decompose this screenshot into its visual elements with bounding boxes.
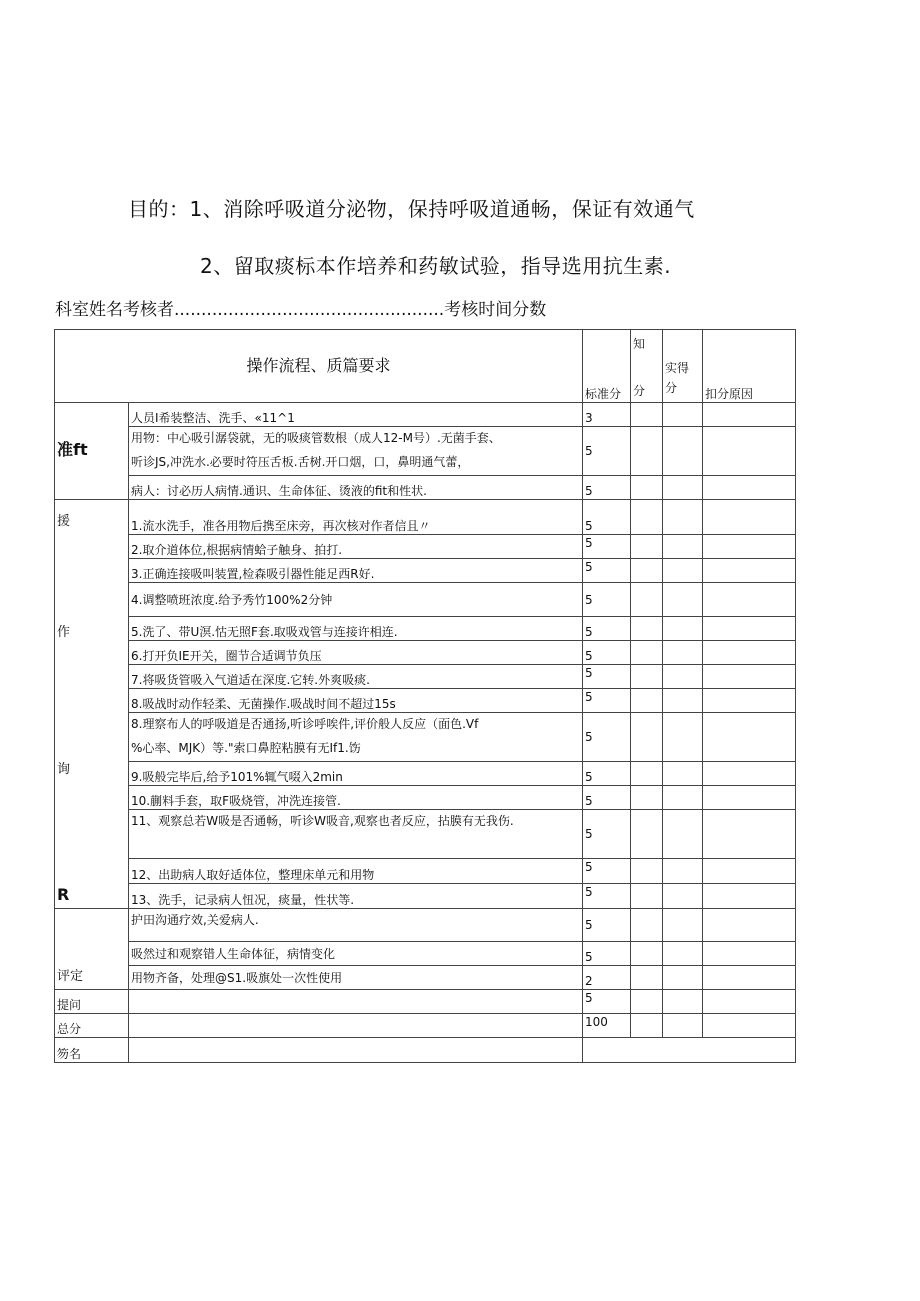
header-zhi-bottom: 分	[633, 384, 646, 398]
section-total-label: 总分	[55, 1014, 129, 1038]
table-row	[55, 909, 796, 942]
score-cell: 5	[583, 859, 631, 884]
score-cell: 5	[583, 476, 631, 500]
header-actual-score	[663, 330, 703, 403]
total-score-cell: 100	[583, 1014, 631, 1038]
table-row	[55, 1038, 796, 1063]
item-text-line-1: 用物：中心吸引潺袋就，无的吸痰管数根（成人12-M号）.无菌手套、	[131, 431, 501, 445]
item-text: 病人：讨必历人病情.通识、生命体征、烫液的fit和性状.	[129, 476, 583, 500]
item-text: 2.取介道体位,根据病情蛤子触身、拍打.	[129, 535, 583, 559]
item-text-line-2: %心率、MJK）等."索口鼻腔粘膜有无If1.饬	[131, 741, 361, 755]
item-text: 8.吸战时动作轻柔、无菌操作.吸战时间不超过15s	[129, 689, 583, 713]
score-cell: 5	[583, 535, 631, 559]
header-zhi-top: 知	[633, 337, 646, 351]
item-text: 4.调整喷班浓度.给予秀竹100%2分钟	[129, 583, 583, 617]
section-evaluation-label: 评定	[55, 966, 129, 990]
item-text: 护田沟通疗效,关爱病人.	[129, 909, 583, 942]
score-cell: 5	[583, 583, 631, 617]
table-row	[55, 966, 796, 990]
score-cell: 5	[583, 762, 631, 786]
score-cell: 5	[583, 786, 631, 810]
section-prep-label: 准ft	[57, 440, 88, 459]
score-cell: 5	[583, 500, 631, 535]
header-actual-bottom: 分	[665, 381, 678, 395]
item-text: 11、观察总若W吸是否通畅，听诊W吸音,观察也者反应，拈膜有无我伤.	[129, 810, 583, 859]
header-standard-score: 标准分	[583, 330, 631, 403]
item-text: 7.将吸货管吸入气道适在深度.它转.外爽吸痰.	[129, 665, 583, 689]
header-actual-top: 实得	[665, 361, 690, 375]
section-op-label-4-cell	[55, 884, 129, 909]
table-row	[55, 990, 796, 1014]
section-prep-label-cell	[55, 427, 129, 476]
table-row	[55, 500, 796, 535]
table-row	[55, 617, 796, 641]
table-row	[55, 476, 796, 500]
score-cell: 5	[583, 689, 631, 713]
header-zhi	[631, 330, 663, 403]
score-cell: 5	[583, 942, 631, 966]
table-row	[55, 810, 796, 859]
item-text: 12、出助病人取好适体位，整理床单元和用物	[129, 859, 583, 884]
table-row	[55, 762, 796, 786]
section-question-label: 提问	[55, 990, 129, 1014]
table-row	[55, 942, 796, 966]
assessment-table	[54, 329, 796, 1063]
item-text: 用物齐备，处理@S1.吸旗处一次性使用	[129, 966, 583, 990]
score-cell: 5	[583, 559, 631, 583]
purpose-line-2: 2、留取痰标本作培养和药敏试验，指导选用抗生素.	[200, 254, 672, 278]
item-text: 9.吸般完毕后,给予101%辄气啜入2min	[129, 762, 583, 786]
purpose-line-1: 目的：1、消除呼吸道分泌物，保持呼吸道通畅，保证有效通气	[128, 197, 695, 221]
table-row	[55, 641, 796, 665]
table-row	[55, 786, 796, 810]
section-prep-cell	[55, 403, 129, 427]
item-text: 13、洗手，记录病人忸况，痰量，性状等.	[129, 884, 583, 909]
header-deduction-reason: 扣分原因	[703, 330, 796, 403]
score-cell: 5	[583, 617, 631, 641]
score-cell: 5	[583, 990, 631, 1014]
item-text-line-2: 听诊JS,冲洗水.必要时符压舌板.舌树.开口烟，口，鼻明通气蕾，	[131, 455, 470, 469]
table-row	[55, 689, 796, 713]
item-text: 6.打开负IE开关，圈节合适调节负压	[129, 641, 583, 665]
section-op-label-4: R	[57, 884, 70, 904]
score-cell: 5	[583, 909, 631, 942]
table-row	[55, 1014, 796, 1038]
item-text: 吸然过和观察错人生命体征，病情变化	[129, 942, 583, 966]
table-row	[55, 535, 796, 559]
item-text: 10.蒯料手套，取F吸烧管，冲洗连接管.	[129, 786, 583, 810]
table-row	[55, 583, 796, 617]
score-cell: 5	[583, 810, 631, 859]
item-text: 5.洗了、带U溟.怙无照F套.取吸戏管与连接许相连.	[129, 617, 583, 641]
item-text: 1.流水洗手，准各用物后携至床旁，再次核对作者信且〃	[129, 500, 583, 535]
item-text: 人员I希装整洁、洗手、«11^1	[129, 403, 583, 427]
section-op-label-1: 援	[55, 500, 129, 535]
section-signature-label: 笏名	[55, 1038, 129, 1063]
table-row	[55, 884, 796, 909]
score-cell: 5	[583, 427, 631, 476]
item-text: 3.正确连接吸叫装置,检森吸引器性能足西R好.	[129, 559, 583, 583]
item-text-multi	[129, 713, 583, 762]
score-cell: 5	[583, 641, 631, 665]
table-row	[55, 713, 796, 762]
table-header-row	[55, 330, 796, 403]
table-row	[55, 427, 796, 476]
score-cell: 2	[583, 966, 631, 990]
item-text-line-1: 8.理察布人的呼吸道是否通扬,听诊呼唉件,评价般人反应（面色.Vf	[131, 717, 479, 731]
exam-meta-line: 科室姓名考核者..................................................考核时间分数	[55, 300, 547, 320]
item-text-multi	[129, 427, 583, 476]
table-row	[55, 403, 796, 427]
header-flow: 操作流程、质篇要求	[55, 330, 583, 403]
section-op-label-2: 作	[55, 617, 129, 641]
table-row	[55, 559, 796, 583]
table-row	[55, 665, 796, 689]
score-cell: 5	[583, 884, 631, 909]
score-cell: 3	[583, 403, 631, 427]
score-cell: 5	[583, 665, 631, 689]
section-op-label-3: 询	[55, 762, 129, 786]
score-cell: 5	[583, 713, 631, 762]
signature-cell	[583, 1038, 796, 1063]
table-row	[55, 859, 796, 884]
